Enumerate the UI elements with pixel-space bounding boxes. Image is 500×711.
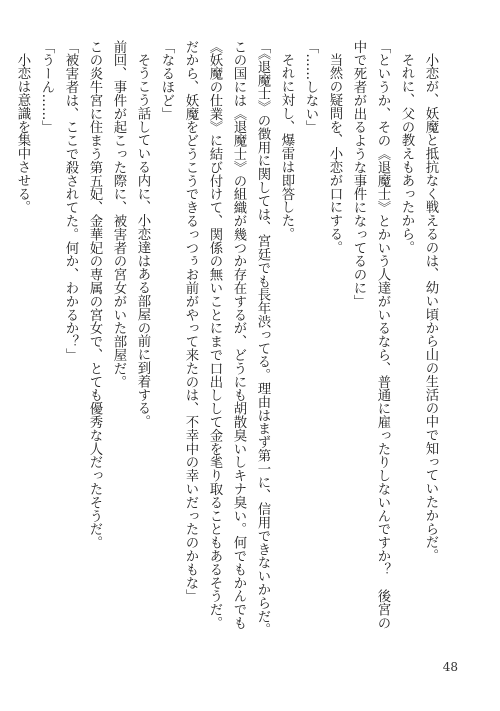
text-line: 当然の疑問を、小恋が口にする。: [327, 53, 342, 255]
text-line: 前回、事件が起こった際に、被害者の宮女がいた部屋だ。: [111, 40, 126, 389]
text-line: 「被害者は、ここで殺されてた。何か、わかるか？」: [63, 40, 78, 362]
text-line: 《妖魔の仕業》に結び付けて、関係の無いことにまで口出しして金を毟り取ることもあるそうだ。: [207, 40, 222, 630]
text-line: この炎牛宮に住まう第五妃、金華妃の専属の宮女で、とても優秀な人だったそうだ。: [87, 40, 102, 550]
text-line: だから、妖魔をどうこうできるっつぅお前がやって来たのは、不幸中の幸いだったのかもな」: [183, 40, 198, 603]
text-line: 「うーん……」: [39, 40, 54, 134]
text-line: 「《退魔士》の徴用に関しては、宮廷でも長年渋ってる。理由はまず第一に、信用できないからだ。: [255, 40, 270, 637]
text-line: 中で死者が出るような事件になってるのに」: [351, 40, 366, 308]
text-line: 小恋は意識を集中させる。: [15, 53, 30, 215]
text-line: 小恋が、妖魔と抵抗なく戦えるのは、幼い頃から山の生活の中で知っていたからだ。: [423, 53, 438, 563]
text-line: そうこう話している内に、小恋達はある部屋の前に到着する。: [135, 53, 150, 429]
body-text: [15, 40, 442, 637]
text-line: この国には《退魔士》の組織が幾つか存在するが、どうにも胡散臭いしキナ臭い。何でもかんでも: [231, 40, 246, 630]
text-line: 「……しない」: [303, 40, 318, 134]
text-line: それに対し、爆雷は即答した。: [279, 53, 294, 241]
text-line: それに、父の教えもあったから。: [399, 53, 414, 255]
page-number: 48: [442, 660, 458, 674]
text-line: 「というか、その《退魔士》とかいう人達がいるなら、普通に雇ったりしないんですか？ 後宮の: [375, 40, 390, 630]
text-line: 「なるほど」: [159, 40, 174, 121]
